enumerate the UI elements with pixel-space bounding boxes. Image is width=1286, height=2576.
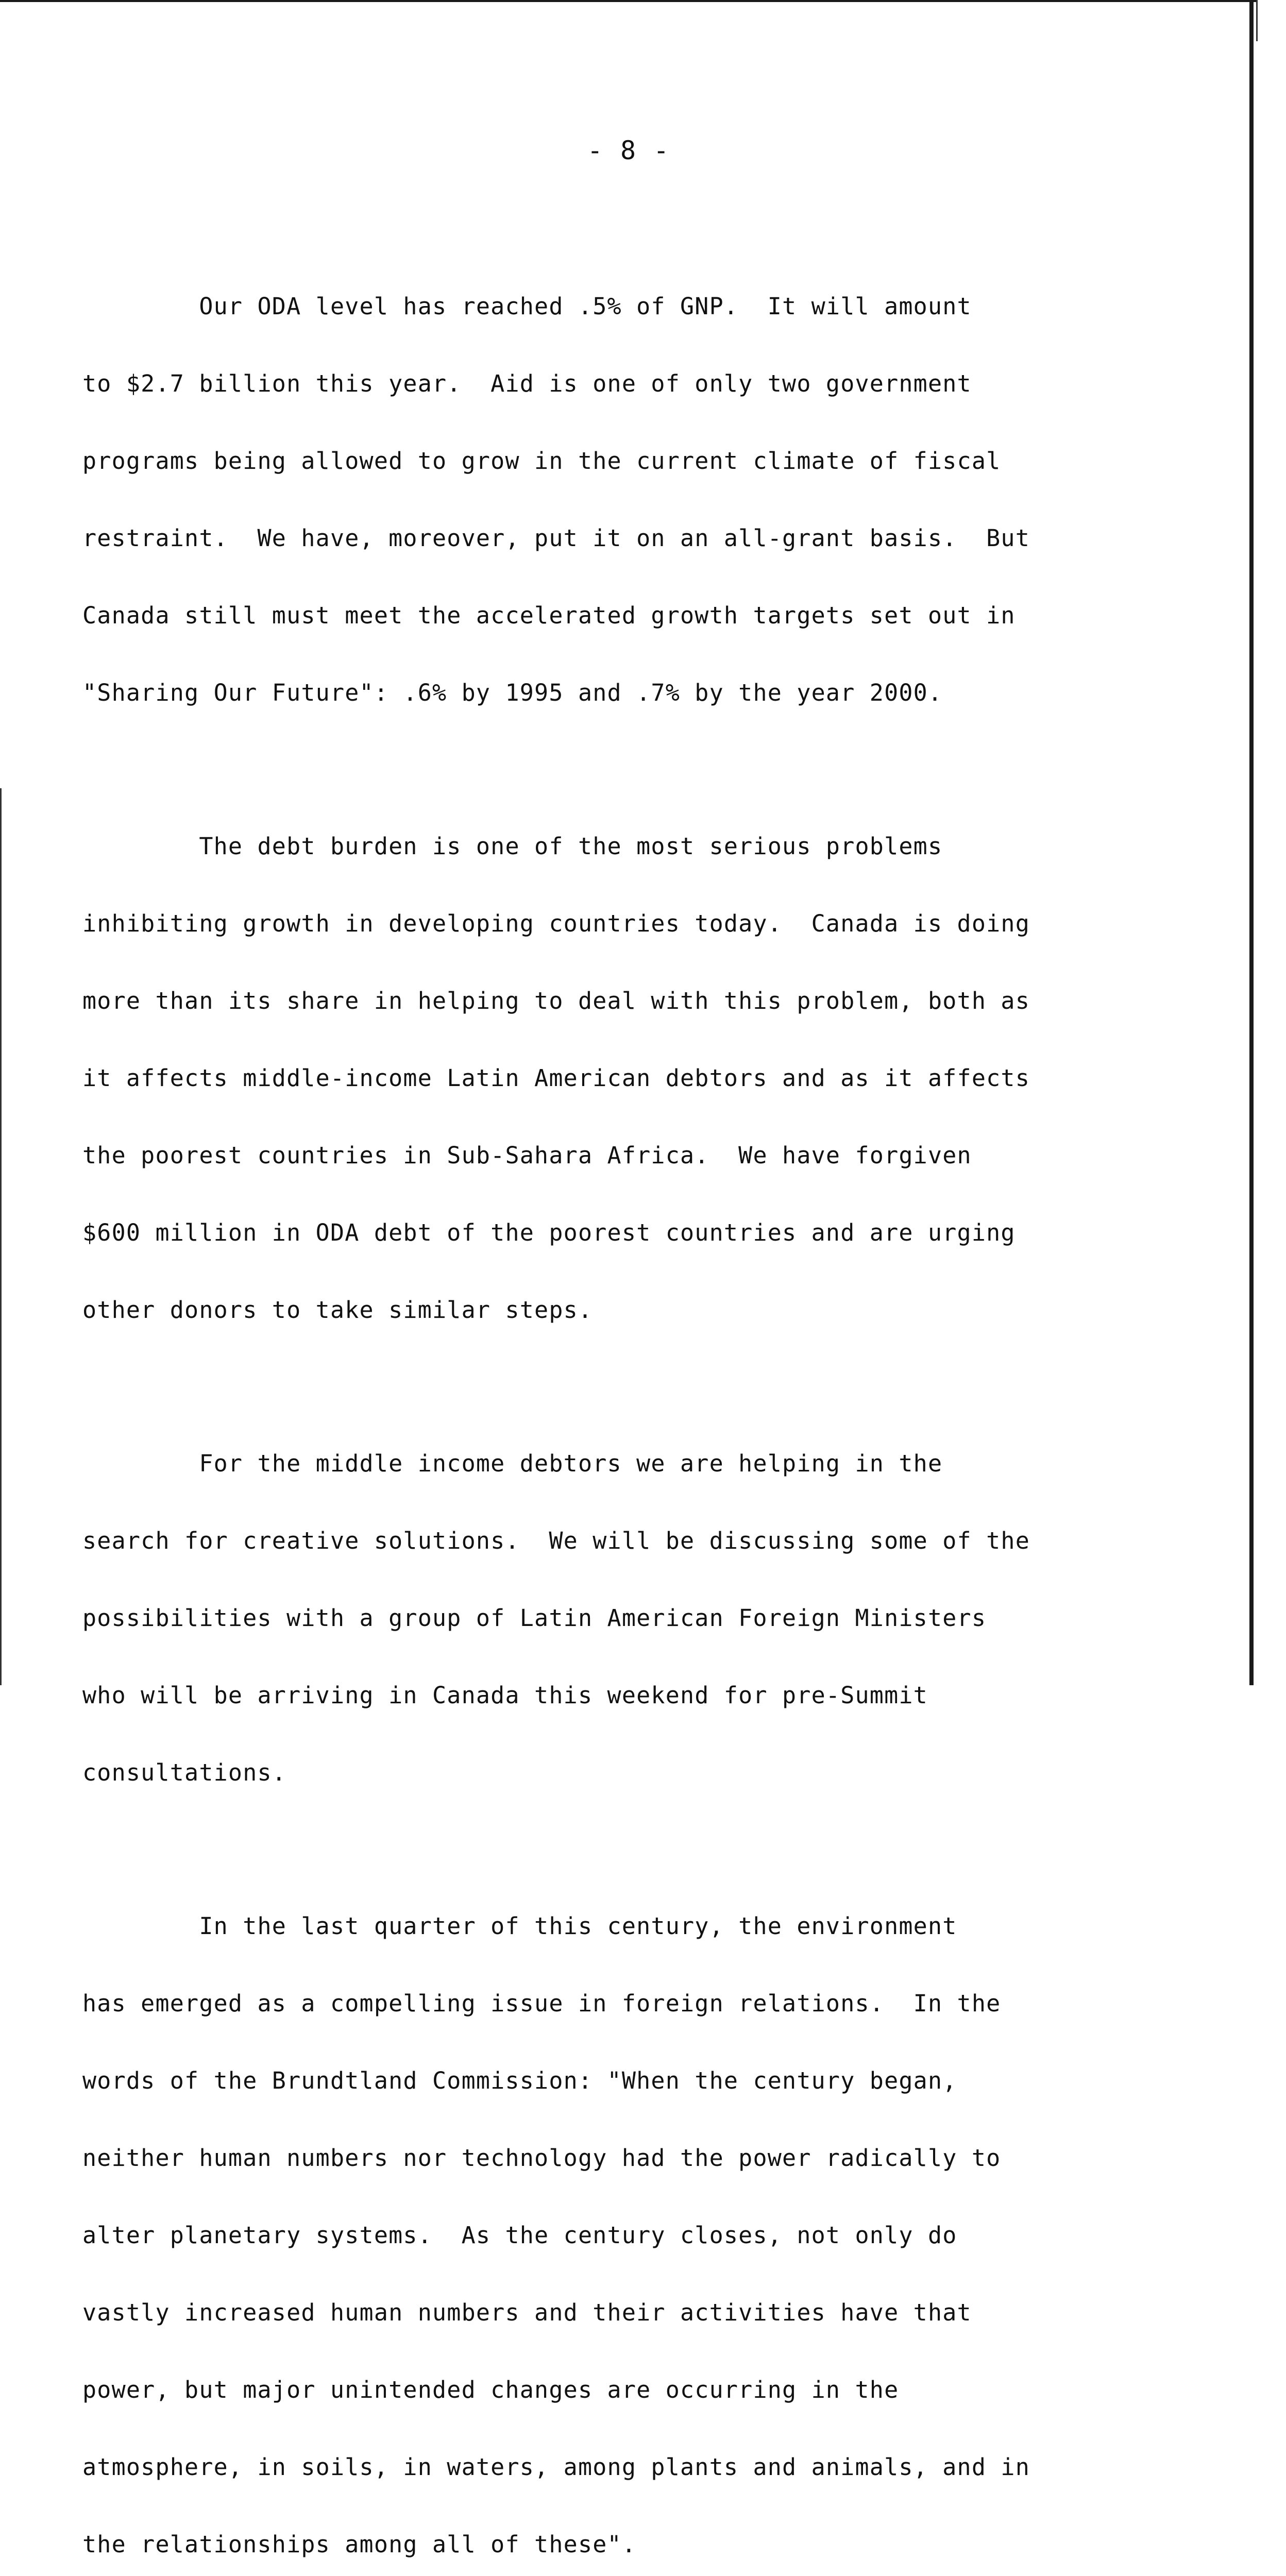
scan-border-right-thin	[1256, 0, 1258, 41]
text-line: restraint. We have, moreover, put it on an all-grant basis. But	[82, 524, 1030, 552]
text-line: vastly increased human numbers and their activities have that	[82, 2299, 972, 2326]
scan-border-top	[0, 0, 1257, 2]
text-line: Our ODA level has reached .5% of GNP. It will amount	[82, 293, 972, 320]
text-line: $600 million in ODA debt of the poorest countries and are urging	[82, 1219, 1016, 1246]
text-line: possibilities with a group of Latin American Foreign Ministers	[82, 1604, 987, 1632]
text-line: alter planetary systems. As the century closes, not only do	[82, 2222, 957, 2249]
text-line: "Sharing Our Future": .6% by 1995 and .7% by the year 2000.	[82, 679, 943, 706]
page-number: - 8 -	[587, 135, 670, 165]
text-line: In the last quarter of this century, the environment	[82, 1912, 957, 1940]
body-text	[82, 242, 1133, 2576]
text-line: more than its share in helping to deal with this problem, both as	[82, 987, 1030, 1014]
text-line: atmosphere, in soils, in waters, among plants and animals, and in	[82, 2453, 1030, 2481]
text-line: the poorest countries in Sub-Sahara Africa. We have forgiven	[82, 1142, 972, 1169]
text-line: Canada still must meet the accelerated growth targets set out in	[82, 602, 1016, 629]
text-line: who will be arriving in Canada this weekend for pre-Summit	[82, 1682, 928, 1709]
scan-border-right	[1249, 0, 1254, 1685]
text-line: For the middle income debtors we are helping in the	[82, 1450, 943, 1477]
paragraph-oda-level	[82, 242, 1133, 757]
text-line: neither human numbers nor technology had the power radically to	[82, 2144, 1001, 2172]
text-line: other donors to take similar steps.	[82, 1296, 593, 1324]
text-line: programs being allowed to grow in the current climate of fiscal	[82, 447, 1001, 474]
text-line: the relationships among all of these".	[82, 2531, 637, 2558]
text-line: inhibiting growth in developing countries today. Canada is doing	[82, 910, 1030, 937]
text-line: consultations.	[82, 1759, 287, 1786]
text-line: The debt burden is one of the most serious problems	[82, 833, 943, 860]
text-line: power, but major unintended changes are occurring in the	[82, 2376, 899, 2403]
text-line: search for creative solutions. We will be discussing some of the	[82, 1527, 1030, 1554]
text-line: has emerged as a compelling issue in foreign relations. In the	[82, 1990, 1001, 2017]
text-line: words of the Brundtland Commission: "When the century began,	[82, 2067, 957, 2094]
text-line: it affects middle-income Latin American debtors and as it affects	[82, 1064, 1030, 1092]
scan-border-left	[0, 788, 2, 1685]
text-line: to $2.7 billion this year. Aid is one of only two government	[82, 370, 972, 397]
paragraph-debt-burden	[82, 782, 1133, 1375]
paragraph-middle-income-debtors	[82, 1399, 1133, 1837]
paragraph-environment	[82, 1862, 1133, 2576]
